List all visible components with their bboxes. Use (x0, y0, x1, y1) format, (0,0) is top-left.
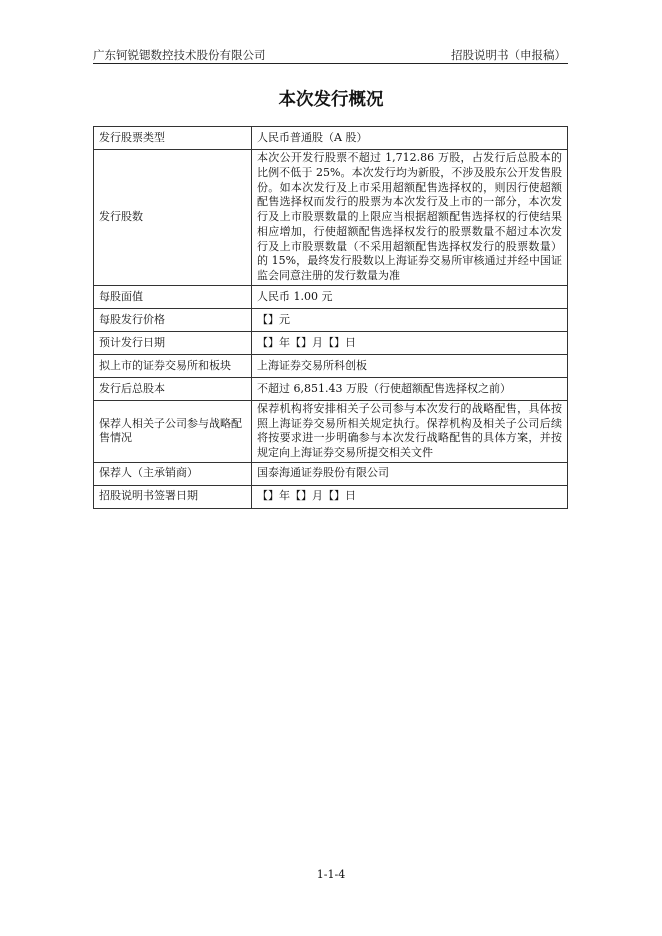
row-value: 人民币 1.00 元 (252, 286, 568, 309)
header-document-type: 招股说明书（申报稿） (451, 48, 566, 62)
row-value: 【】年【】月【】日 (252, 485, 568, 508)
table-row (94, 401, 568, 463)
row-label: 拟上市的证券交易所和板块 (94, 355, 252, 378)
row-value: 【】年【】月【】日 (252, 332, 568, 355)
header-rule (93, 63, 568, 64)
row-value: 上海证券交易所科创板 (252, 355, 568, 378)
table-row (94, 485, 568, 508)
offering-overview-table (93, 126, 568, 509)
row-label: 发行股票类型 (94, 127, 252, 150)
table-row (94, 286, 568, 309)
row-value: 人民币普通股（A 股） (252, 127, 568, 150)
page-number: 1-1-4 (316, 868, 346, 881)
row-label: 每股面值 (94, 286, 252, 309)
row-value: 【】元 (252, 309, 568, 332)
header-company: 广东钶锐锶数控技术股份有限公司 (93, 48, 266, 62)
table-row (94, 462, 568, 485)
row-value: 国泰海通证券股份有限公司 (252, 462, 568, 485)
table-row (94, 332, 568, 355)
table-row (94, 127, 568, 150)
row-label: 预计发行日期 (94, 332, 252, 355)
row-value: 本次公开发行股票不超过 1,712.86 万股，占发行后总股本的比例不低于 25%。本次发行均为新股，不涉及股东公开发售股份。如本次发行及上市采用超额配售选择权的，则因行使超额配售选择权而发行的股票为本次发行及上市的一部分，本次发行及上市股票数量的上限应当根据超额配售选择权的行使结果相应增加，行使超额配售选择权发行的股票数量不超过本次发行及上市股票数量（不采用超额配售选择权发行的股票数量）的 15%，最终发行股数以上海证券交易所审核通过并经中国证监会同意注册的发行数量为准 (252, 150, 568, 286)
row-label: 招股说明书签署日期 (94, 485, 252, 508)
table-row (94, 150, 568, 286)
row-label: 每股发行价格 (94, 309, 252, 332)
table-row (94, 309, 568, 332)
row-label: 发行股数 (94, 150, 252, 286)
table-row (94, 355, 568, 378)
row-label: 发行后总股本 (94, 378, 252, 401)
table-row (94, 378, 568, 401)
row-label: 保荐人（主承销商） (94, 462, 252, 485)
row-value: 保荐机构将安排相关子公司参与本次发行的战略配售，具体按照上海证券交易所相关规定执行。保荐机构及相关子公司后续将按要求进一步明确参与本次发行战略配售的具体方案，并按规定向上海证券交易所提交相关文件 (252, 401, 568, 463)
row-label: 保荐人相关子公司参与战略配售情况 (94, 401, 252, 463)
page-title: 本次发行概况 (278, 90, 384, 110)
row-value: 不超过 6,851.43 万股（行使超额配售选择权之前） (252, 378, 568, 401)
